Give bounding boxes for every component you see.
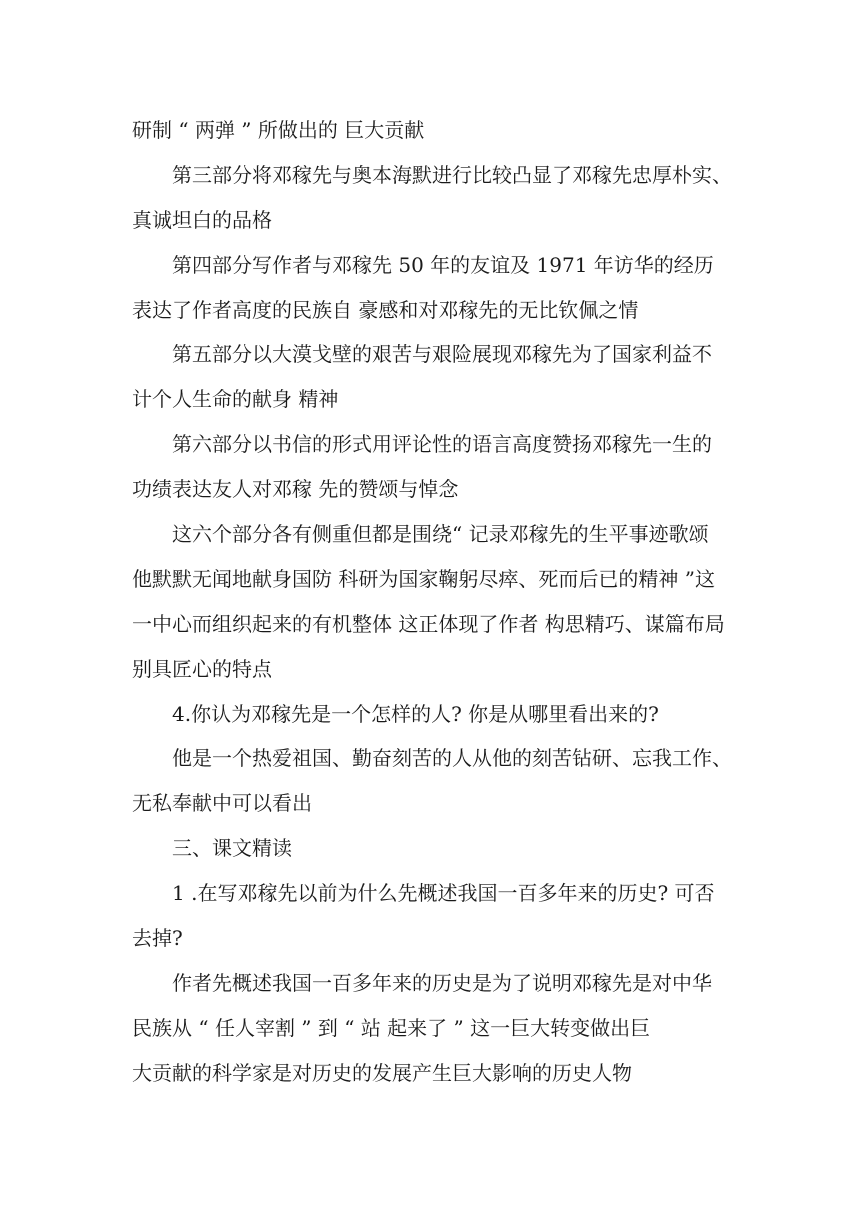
text-line-8: 第六部分以书信的形式用评论性的语言高度赞扬邓稼先一生的 xyxy=(172,432,712,457)
section-heading: 三、课文精读 xyxy=(172,836,292,861)
text-line-9: 功绩表达友人对邓稼 先的赞颂与悼念 xyxy=(132,477,459,502)
question-1-line-2: 去掉? xyxy=(132,926,183,951)
text-line-5: 表达了作者高度的民族自 豪感和对邓稼先的无比钦佩之情 xyxy=(132,297,639,322)
text-line-12: 一中心而组织起来的有机整体 这正体现了作者 构思精巧、谋篇布局 xyxy=(132,611,725,636)
text-line-4: 第四部分写作者与邓稼先 50 年的友谊及 1971 年访华的经历 xyxy=(172,252,714,277)
text-line-2: 第三部分将邓稼先与奥本海默进行比较凸显了邓稼先忠厚朴实、 xyxy=(172,162,732,187)
text-line-3: 真诚坦白的品格 xyxy=(132,207,272,232)
answer-4-line-1: 他是一个热爱祖国、勤奋刻苦的人从他的刻苦钻研、忘我工作、 xyxy=(172,746,732,771)
question-1-line-1: 1 .在写邓稼先以前为什么先概述我国一百多年来的历史? 可否 xyxy=(172,881,715,906)
answer-4-line-2: 无私奉献中可以看出 xyxy=(132,791,312,816)
question-4: 4.你认为邓稼先是一个怎样的人? 你是从哪里看出来的? xyxy=(172,701,659,726)
text-line-13: 别具匠心的特点 xyxy=(132,656,272,681)
text-line-10: 这六个部分各有侧重但都是围绕“ 记录邓稼先的生平事迹歌颂 xyxy=(172,522,709,547)
text-line-11: 他默默无闻地献身国防 科研为国家鞠躬尽瘁、死而后已的精神 ”这 xyxy=(132,566,715,591)
answer-1-line-1: 作者先概述我国一百多年来的历史是为了说明邓稼先是对中华 xyxy=(172,970,712,995)
text-line-7: 计个人生命的献身 精神 xyxy=(132,387,339,412)
text-line-6: 第五部分以大漠戈壁的艰苦与艰险展现邓稼先为了国家利益不 xyxy=(172,342,712,367)
answer-1-line-2: 民族从 “ 任人宰割 ” 到 “ 站 起来了 ” 这一巨大转变做出巨 xyxy=(132,1015,651,1040)
text-line-1: 研制 “ 两弹 ” 所做出的 巨大贡献 xyxy=(132,118,425,142)
answer-1-line-3: 大贡献的科学家是对历史的发展产生巨大影响的历史人物 xyxy=(132,1060,632,1085)
document-page xyxy=(132,108,732,1096)
